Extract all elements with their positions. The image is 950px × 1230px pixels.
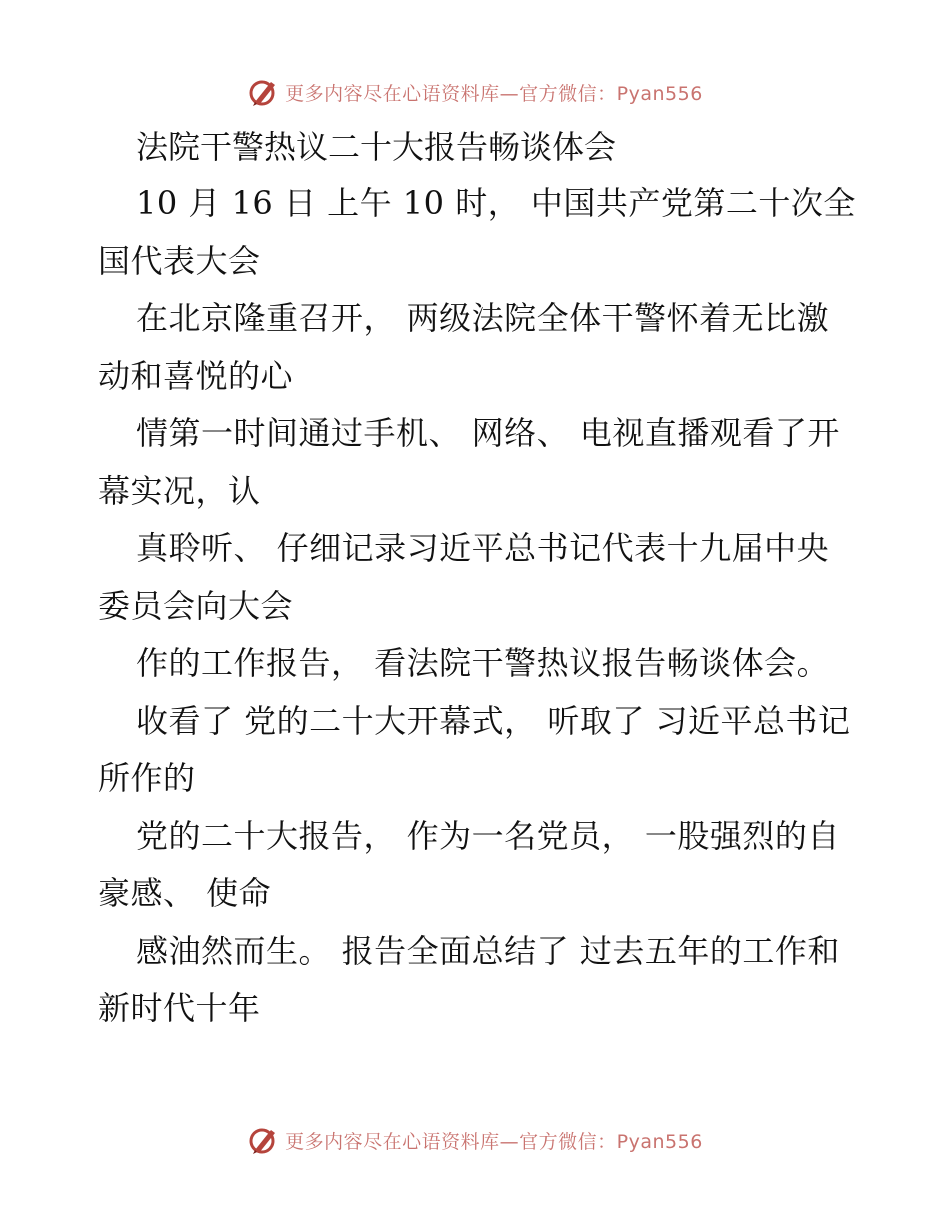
paragraph-8: 感油然而生。 报告全面总结了 过去五年的工作和新时代十年	[98, 931, 840, 1027]
paragraph-1: 10 月 16 日 上午 10 时， 中国共产党第二十次全国代表大会	[98, 184, 856, 280]
document-body	[98, 120, 858, 1038]
paragraph-5: 作的工作报告， 看法院干警热议报告畅谈体会。	[136, 644, 830, 682]
footer-watermark-banner	[0, 1120, 950, 1160]
paragraph-4: 真聆听、 仔细记录习近平总书记代表十九届中央委员会向大会	[98, 529, 830, 625]
paragraph-3: 情第一时间通过手机、 网络、 电视直播观看了开幕实况，认	[98, 414, 840, 510]
paragraph-2: 在北京隆重召开， 两级法院全体干警怀着无比激动和喜悦的心	[98, 299, 830, 395]
footer-watermark-text: 更多内容尽在心语资料库—官方微信：Pyan556	[285, 1130, 703, 1153]
header-watermark-banner	[0, 72, 950, 112]
document-title: 法院干警热议二十大报告畅谈体会	[136, 128, 617, 166]
header-watermark-text: 更多内容尽在心语资料库—官方微信：Pyan556	[285, 82, 703, 105]
pen-logo-icon	[247, 76, 279, 108]
pen-logo-icon	[247, 1124, 279, 1156]
paragraph-7: 党的二十大报告， 作为一名党员， 一股强烈的自豪感、 使命	[98, 816, 840, 912]
paragraph-6: 收看了 党的二十大开幕式， 听取了 习近平总书记所作的	[98, 701, 851, 797]
